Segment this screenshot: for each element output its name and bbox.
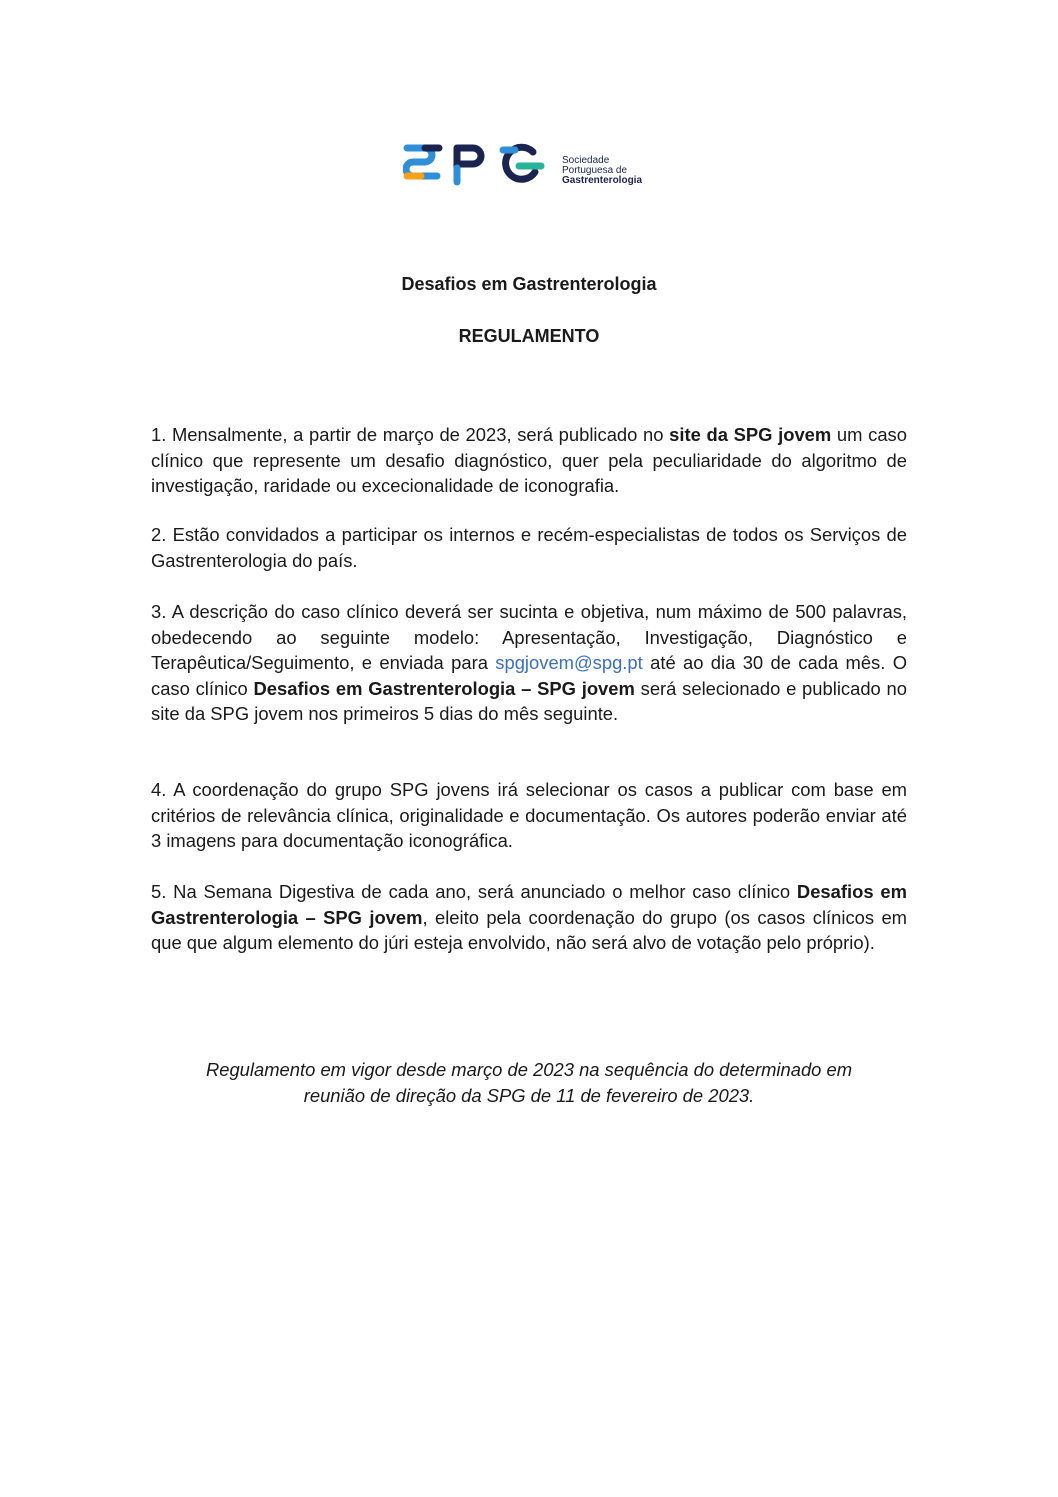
footer-line-2: reunião de direção da SPG de 11 de fevereiro de 2023. (303, 1084, 755, 1106)
paragraph-5 (151, 879, 907, 956)
document-title: Desafios em Gastrenterologia (401, 274, 657, 294)
paragraph-3 (151, 599, 907, 727)
p5-bold: Desafios em Gastrenterologia – SPG jovem (151, 881, 907, 928)
p3-text-a: 3. A descrição do caso clínico deverá ser sucinta e objetiva, num máximo de 500 palavras, obedecendo ao seguinte modelo: Apresentação, Investigação, Diagnóstico e Terapêutica/Seguimento, e enviada para (151, 601, 907, 673)
p3-text-d: será selecionado e publicado no site da SPG jovem nos primeiros 5 dias do mês seguinte. (151, 677, 907, 724)
p2-text: 2. Estão convidados a participar os internos e recém-especialistas de todos os Serviços de Gastrenterologia do país. (151, 524, 907, 571)
spg-logo-mark (403, 138, 553, 190)
p5-text-a: 5. Na Semana Digestiva de cada ano, será anunciado o melhor caso clínico (151, 881, 797, 902)
logo-line-3: Gastrenterologia (562, 175, 643, 186)
p1-text-a: 1. Mensalmente, a partir de março de 2023, será publicado no (151, 424, 670, 445)
footer-note (0, 1057, 1058, 1108)
logo-line-2: Portuguesa de (562, 165, 628, 176)
spg-logo (403, 138, 663, 190)
p3-text-b: até ao dia 30 de cada mês. O caso clínico (151, 652, 908, 699)
footer-line-1: Regulamento em vigor desde março de 2023 na sequência do determinado em (205, 1059, 853, 1080)
logo-caption (562, 156, 642, 186)
logo-line-1: Sociedade (562, 155, 610, 166)
p3-bold: Desafios em Gastrenterologia – SPG jovem (253, 677, 635, 699)
paragraph-2 (151, 522, 907, 573)
p4-text: 4. A coordenação do grupo SPG jovens irá selecionar os casos a publicar com base em critérios de relevância clínica, originalidade e documentação. Os autores poderão enviar até 3 imagens para documentação iconográfica. (151, 779, 907, 851)
email-link[interactable]: spgjovem@spg.pt (495, 652, 643, 673)
document-subtitle: REGULAMENTO (458, 326, 600, 346)
p5-text-c: , eleito pela coordenação do grupo (os casos clínicos em que que algum elemento do júri esteja envolvido, não será alvo de votação pelo próprio). (151, 906, 907, 953)
paragraph-1 (151, 422, 907, 499)
p1-text-c: um caso clínico que represente um desafio diagnóstico, quer pela peculiaridade do algoritmo de investigação, raridade ou excecionalidade de iconografia. (151, 424, 907, 496)
p1-bold-link: site da SPG jovem (669, 424, 832, 445)
paragraph-4 (151, 777, 907, 854)
